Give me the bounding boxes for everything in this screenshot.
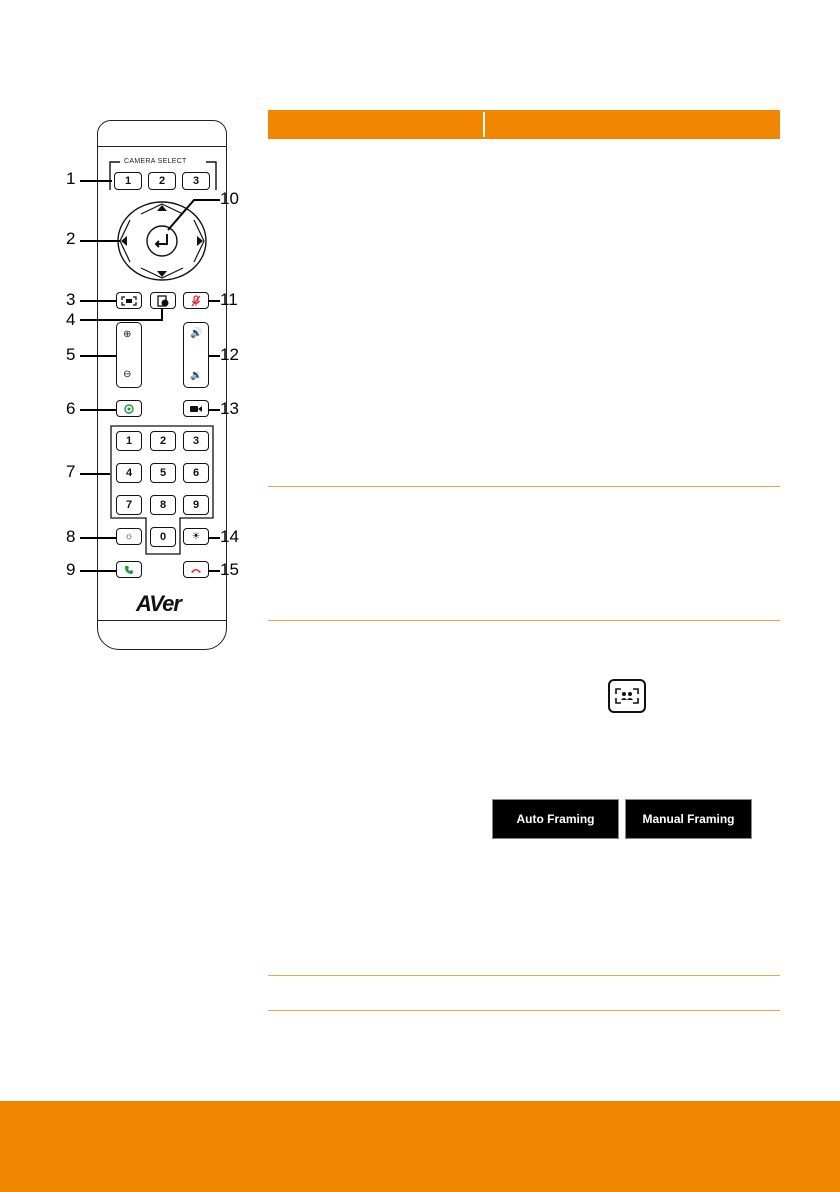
keypad-9-button: 9: [183, 495, 209, 515]
callout-1: 1: [66, 169, 76, 188]
auto-framing-button: Auto Framing: [492, 799, 619, 839]
callout-8-line: [80, 537, 116, 539]
framing-icon: [615, 688, 639, 704]
zoom-out-icon: ⊖: [123, 369, 132, 380]
volume-down-icon: 🔉: [190, 370, 203, 381]
camera-2-button: 2: [148, 172, 176, 190]
callout-7: 7: [66, 462, 76, 481]
video-camera-icon: [190, 405, 202, 413]
callout-10-line: [166, 196, 222, 232]
zoom-rocker: [116, 322, 142, 388]
page-footer-band: [0, 1101, 840, 1192]
keypad-4-button: 4: [116, 463, 142, 483]
callout-1-line: [80, 180, 112, 182]
callout-15: 15: [220, 560, 239, 579]
callout-13: 13: [220, 399, 239, 418]
remote-bottom-seam: [97, 620, 227, 621]
brightness-high-icon: ☀: [191, 531, 201, 542]
callout-3-line: [80, 300, 116, 302]
keypad-3-button: 3: [183, 431, 209, 451]
callout-8: 8: [66, 527, 76, 546]
call-button: [116, 561, 142, 578]
callout-6-line: [80, 409, 116, 411]
callout-4-line: [80, 306, 166, 322]
keypad-0-button: 0: [150, 527, 176, 547]
framing-icon: [121, 296, 137, 306]
brightness-down-button: [116, 528, 142, 545]
mic-mute-button: [183, 292, 209, 309]
callout-9-line: [80, 570, 116, 572]
callout-11: 11: [220, 290, 238, 309]
volume-up-icon: 🔊: [190, 328, 203, 339]
keypad-6-button: 6: [183, 463, 209, 483]
callout-3: 3: [66, 290, 76, 309]
keypad-2-button: 2: [150, 431, 176, 451]
camera-video-button: [183, 400, 209, 417]
camera-1-button: 1: [114, 172, 142, 190]
callout-7-line: [80, 473, 110, 475]
keypad-8-button: 8: [150, 495, 176, 515]
callout-6: 6: [66, 399, 76, 418]
table-bottom-rule: [268, 1010, 780, 1011]
table-row-divider: [268, 620, 780, 621]
callout-5: 5: [66, 345, 76, 364]
callout-12: 12: [220, 345, 239, 364]
keypad-5-button: 5: [150, 463, 176, 483]
callout-14-line: [209, 537, 220, 539]
keypad-1-button: 1: [116, 431, 142, 451]
table-row-divider: [268, 486, 780, 487]
remote-top-seam: [97, 146, 227, 147]
manual-framing-button: Manual Framing: [625, 799, 752, 839]
mic-mute-icon: [191, 295, 201, 307]
inline-framing-button-icon: [608, 679, 646, 713]
aver-logo: AVer: [136, 591, 181, 616]
callout-13-line: [209, 409, 220, 411]
callout-12-line: [209, 355, 220, 357]
brightness-low-icon: ☼: [124, 531, 134, 542]
brightness-up-button: [183, 528, 209, 545]
layout-icon: [157, 295, 169, 307]
camera-select-label: CAMERA SELECT: [124, 158, 187, 165]
callout-10: 10: [220, 189, 239, 208]
keypad-7-button: 7: [116, 495, 142, 515]
callout-2-line: [80, 240, 120, 242]
zoom-in-icon: ⊕: [123, 329, 132, 340]
callout-15-line: [209, 570, 220, 572]
volume-rocker: [183, 322, 209, 388]
table-row-divider: [268, 975, 780, 976]
callout-9: 9: [66, 560, 76, 579]
phone-icon: [124, 565, 134, 575]
hang-up-icon: [190, 566, 202, 574]
hang-up-button: [183, 561, 209, 578]
home-button: [116, 400, 142, 417]
table-header-bar: [268, 110, 780, 139]
callout-14: 14: [220, 527, 239, 546]
callout-2: 2: [66, 229, 76, 248]
home-icon: [124, 404, 134, 414]
callout-11-line: [209, 300, 220, 302]
callout-5-line: [80, 355, 116, 357]
callout-4: 4: [66, 310, 76, 329]
table-header-divider: [483, 112, 485, 137]
camera-3-button: 3: [182, 172, 210, 190]
